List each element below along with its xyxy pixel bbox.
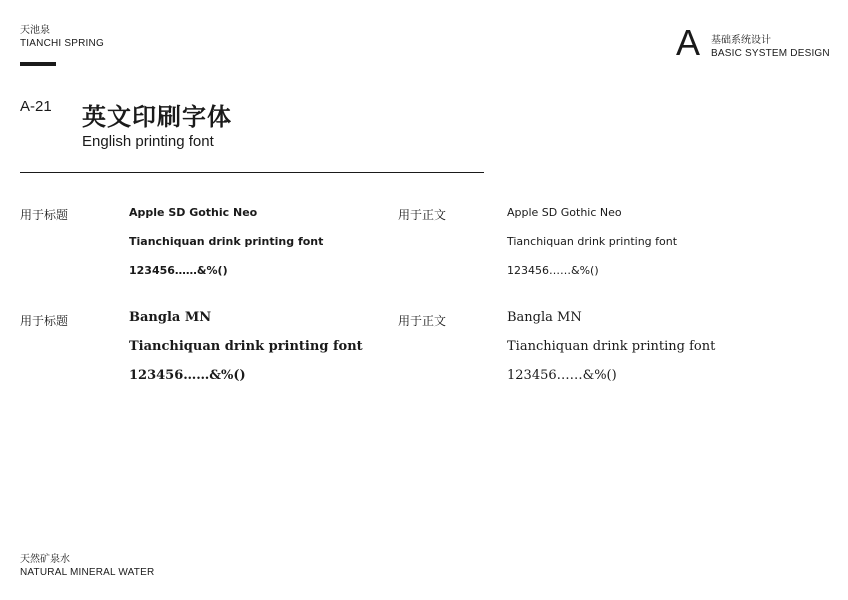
title-divider: [20, 172, 484, 173]
font-name-body: Bangla MN: [507, 310, 582, 325]
footer-product-en: NATURAL MINERAL WATER: [20, 567, 155, 578]
usage-label-heading: 用于标题: [20, 314, 69, 328]
section-title-cn: 基础系统设计: [711, 35, 771, 46]
font-sample-body: Tianchiquan drink printing font: [507, 235, 678, 248]
brand-name-cn: 天池泉: [20, 25, 50, 36]
font-digits-heading: 123456……&%(): [129, 368, 246, 383]
page-title-cn: 英文印刷字体: [82, 104, 232, 131]
font-sample-body: Tianchiquan drink printing font: [507, 339, 716, 354]
usage-label-body: 用于正文: [398, 208, 447, 222]
usage-label-body: 用于正文: [398, 314, 447, 328]
font-digits-heading: 123456……&%(): [129, 264, 228, 277]
usage-label-heading: 用于标题: [20, 208, 69, 222]
font-name-body: Apple SD Gothic Neo: [507, 206, 622, 219]
page-code: A-21: [20, 98, 52, 115]
font-sample-heading: Tianchiquan drink printing font: [129, 339, 363, 354]
brand-name-en: TIANCHI SPRING: [20, 38, 104, 49]
font-digits-body: 123456……&%(): [507, 264, 599, 277]
footer-product-cn: 天然矿泉水: [20, 554, 70, 565]
brand-underline: [20, 62, 56, 66]
page-title-en: English printing font: [82, 133, 214, 150]
section-letter: A: [676, 22, 701, 63]
section-title-en: BASIC SYSTEM DESIGN: [711, 48, 830, 59]
font-sample-heading: Tianchiquan drink printing font: [129, 235, 324, 248]
font-digits-body: 123456……&%(): [507, 368, 617, 383]
font-name-heading: Bangla MN: [129, 310, 212, 325]
font-name-heading: Apple SD Gothic Neo: [129, 206, 258, 219]
